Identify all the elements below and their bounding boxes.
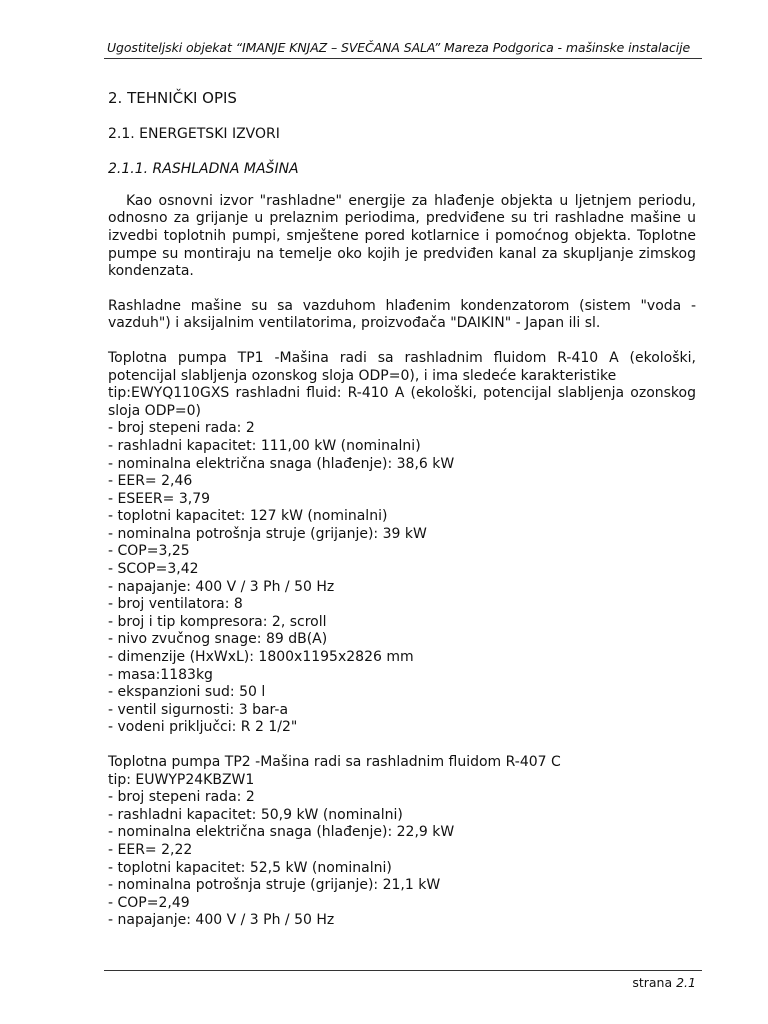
list-item: - masa:1183kg — [108, 666, 213, 683]
tp1-intro: Toplotna pumpa TP1 -Mašina radi sa rashladnim fluidom R-410 A (ekološki, potencijal slabljenja ozonskog sloja ODP=0), i ima sledeće karakteristike — [108, 349, 696, 384]
list-item: - ESEER= 3,79 — [108, 490, 211, 507]
header-divider — [104, 58, 702, 59]
list-item: - nivo zvučnog snage: 89 dB(A) — [108, 631, 328, 648]
list-item: - toplotni kapacitet: 127 kW (nominalni) — [108, 508, 388, 525]
page-footer — [632, 975, 696, 990]
list-item: - EER= 2,46 — [108, 473, 193, 490]
list-item: - rashladni kapacitet: 111,00 kW (nominalni) — [108, 437, 421, 454]
list-item: - nominalna električna snaga (hlađenje): 22,9 kW — [108, 824, 455, 841]
intro-paragraph: Kao osnovni izvor "rashladne" energije za hlađenje objekta u ljetnjem periodu, odnosno za grijanje u prelaznim periodima, predviđene su tri rashladne mašine u izvedbi toplotnih pumpi, smještene pored kotlarnice i pomoćnog objekta. Toplotne pumpe su montiraju na temelje oko kojih je predviđen kanal za skupljanje zimskog kondenzata. — [108, 192, 696, 280]
list-item: - broj stepeni rada: 2 — [108, 789, 255, 806]
tp1-type: tip:EWYQ110GXS rashladni fluid: R-410 A (ekološki, potencijal slabljenja ozonskog sloja ODP=0) — [108, 385, 696, 419]
document-body — [108, 90, 696, 930]
subsection-heading: 2.1. ENERGETSKI IZVORI — [108, 125, 280, 142]
list-item: - ventil sigurnosti: 3 bar-a — [108, 701, 289, 718]
list-item: - broj stepeni rada: 2 — [108, 420, 255, 437]
list-item: - napajanje: 400 V / 3 Ph / 50 Hz — [108, 912, 335, 929]
list-item: - nominalna električna snaga (hlađenje): 38,6 kW — [108, 455, 455, 472]
subsubsection-heading: 2.1.1. RASHLADNA MAŠINA — [108, 161, 299, 178]
tp2-spec-list — [108, 789, 696, 930]
list-item: - nominalna potrošnja struje (grijanje): 39 kW — [108, 525, 427, 542]
list-item: - ekspanzioni sud: 50 l — [108, 684, 266, 701]
list-item: - EER= 2,22 — [108, 841, 193, 858]
page-number: 2.1 — [676, 975, 696, 990]
tp1-spec-list — [108, 420, 696, 737]
list-item: - COP=2,49 — [108, 894, 190, 911]
list-item: - vodeni priključci: R 2 1/2" — [108, 719, 298, 736]
list-item: - SCOP=3,42 — [108, 561, 199, 578]
page-header: Ugostiteljski objekat “IMANJE KNJAZ – SVEČANA SALA” Mareza Podgorica - mašinske instalacije — [107, 40, 691, 55]
list-item: - dimenzije (HxWxL): 1800x1195x2826 mm — [108, 649, 414, 666]
section-heading: 2. TEHNIČKI OPIS — [108, 89, 237, 107]
list-item: - napajanje: 400 V / 3 Ph / 50 Hz — [108, 578, 335, 595]
list-item: - nominalna potrošnja struje (grijanje): 21,1 kW — [108, 877, 441, 894]
chillers-paragraph: Rashladne mašine su sa vazduhom hlađenim kondenzatorom (sistem "voda - vazduh") i aksijalnim ventilatorima, proizvođača "DAIKIN" - Japan ili sl. — [108, 297, 696, 332]
list-item: - toplotni kapacitet: 52,5 kW (nominalni) — [108, 859, 392, 876]
footer-label: strana — [632, 975, 673, 990]
list-item: - rashladni kapacitet: 50,9 kW (nominalni) — [108, 806, 403, 823]
tp2-intro: Toplotna pumpa TP2 -Mašina radi sa rashladnim fluidom R-407 C — [108, 754, 561, 770]
footer-divider — [104, 970, 702, 971]
list-item: - broj ventilatora: 8 — [108, 596, 243, 613]
list-item: - broj i tip kompresora: 2, scroll — [108, 613, 327, 630]
tp2-type: tip: EUWYP24KBZW1 — [108, 771, 255, 788]
list-item: - COP=3,25 — [108, 543, 190, 560]
